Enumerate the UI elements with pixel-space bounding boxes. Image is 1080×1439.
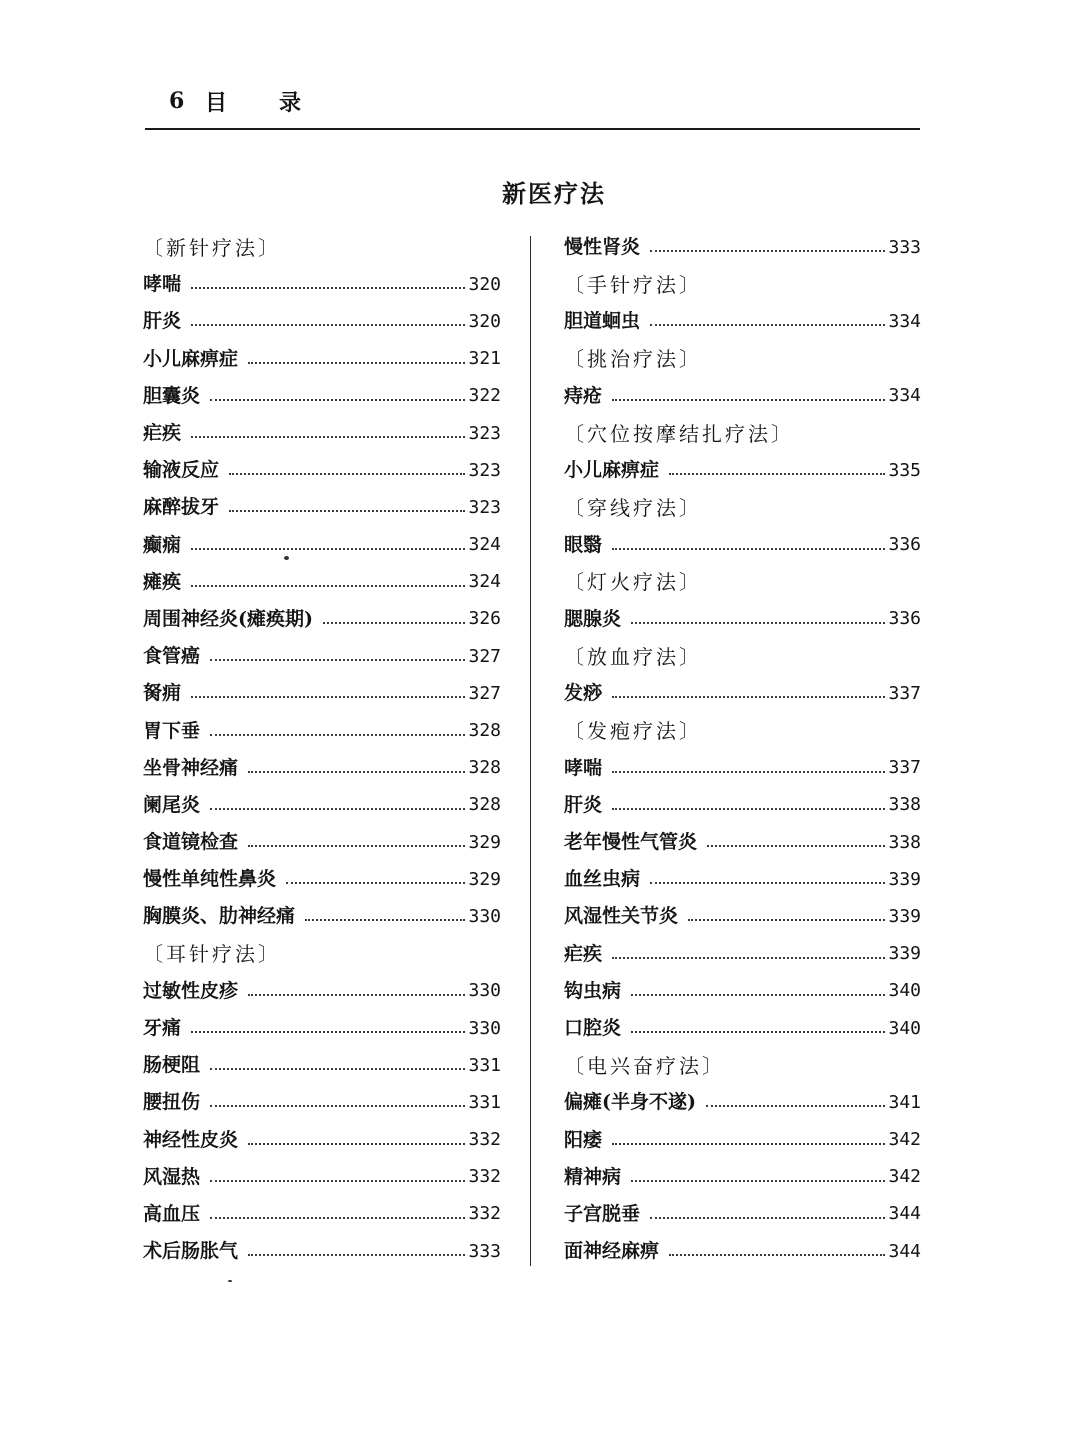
toc-entry[interactable]	[143, 489, 501, 526]
dot-leader	[248, 844, 465, 847]
dot-leader	[210, 1104, 465, 1107]
entry-name: 偏瘫(半身不遂)	[564, 1091, 696, 1114]
entry-name: 癫痫	[143, 533, 182, 556]
category-label: 〔耳针疗法〕	[143, 942, 281, 967]
dot-leader	[229, 472, 465, 475]
entry-page-number: 328	[468, 757, 501, 779]
dot-leader	[248, 993, 465, 996]
entry-name: 精神病	[564, 1165, 622, 1188]
entry-name: 血丝虫病	[564, 868, 641, 891]
page-number: 6	[169, 88, 185, 114]
entry-name: 瘫痪	[143, 570, 182, 593]
dot-leader	[191, 547, 465, 550]
entry-name: 哮喘	[564, 756, 603, 779]
entry-page-number: 342	[888, 1166, 921, 1188]
dot-leader	[210, 658, 465, 661]
entry-page-number: 334	[888, 310, 921, 332]
toc-entry[interactable]	[143, 712, 501, 749]
dot-leader	[650, 323, 885, 326]
toc-entry[interactable]	[564, 229, 921, 266]
toc-category	[564, 489, 921, 526]
dot-leader	[191, 323, 465, 326]
toc-entry[interactable]	[564, 861, 921, 898]
dot-leader	[323, 621, 466, 624]
toc-entry[interactable]	[564, 787, 921, 824]
entry-name: 麻醉拔牙	[143, 496, 220, 519]
toc-entry[interactable]	[143, 1010, 501, 1047]
toc-entry[interactable]	[143, 1233, 501, 1270]
dot-leader	[612, 547, 885, 550]
toc-entry[interactable]	[564, 1084, 921, 1121]
dot-leader	[612, 956, 885, 959]
entry-name: 疟疾	[564, 942, 603, 965]
entry-page-number: 331	[468, 1054, 501, 1076]
print-speck	[228, 1280, 232, 1282]
toc-entry[interactable]	[143, 378, 501, 415]
dot-leader	[191, 1030, 465, 1033]
toc-entry[interactable]	[143, 1122, 501, 1159]
print-speck	[284, 556, 289, 560]
entry-page-number: 341	[888, 1091, 921, 1113]
entry-page-number: 338	[888, 794, 921, 816]
entry-name: 子宫脱垂	[564, 1202, 641, 1225]
entry-page-number: 339	[888, 905, 921, 927]
toc-entry[interactable]	[143, 787, 501, 824]
toc-category	[564, 341, 921, 378]
toc-entry[interactable]	[143, 1047, 501, 1084]
entry-page-number: 330	[468, 980, 501, 1002]
dot-leader	[248, 1253, 465, 1256]
entry-name: 慢性肾炎	[564, 236, 641, 259]
category-label: 〔发疱疗法〕	[564, 719, 702, 744]
entry-page-number: 339	[888, 868, 921, 890]
toc-entry[interactable]	[564, 1010, 921, 1047]
entry-name: 肝炎	[564, 793, 603, 816]
dot-leader	[210, 398, 465, 401]
toc-category	[143, 936, 501, 973]
entry-name: 胬痈	[143, 682, 182, 705]
dot-leader	[210, 807, 465, 810]
dot-leader	[631, 993, 885, 996]
entry-page-number: 332	[468, 1166, 501, 1188]
toc-entry[interactable]	[564, 750, 921, 787]
entry-page-number: 339	[888, 943, 921, 965]
entry-page-number: 333	[888, 236, 921, 258]
entry-name: 阑尾炎	[143, 793, 201, 816]
entry-page-number: 340	[888, 1017, 921, 1039]
entry-name: 钩虫病	[564, 979, 622, 1002]
entry-page-number: 334	[888, 385, 921, 407]
toc-entry[interactable]	[143, 452, 501, 489]
dot-leader	[191, 435, 465, 438]
dot-leader	[612, 1142, 885, 1145]
entry-name: 食道镜检查	[143, 831, 239, 854]
toc-entry[interactable]	[564, 601, 921, 638]
toc-entry[interactable]	[564, 527, 921, 564]
category-label: 〔穴位按摩结扎疗法〕	[564, 421, 794, 446]
category-label: 〔手针疗法〕	[564, 272, 702, 297]
dot-leader	[210, 1067, 465, 1070]
toc-category	[564, 1047, 921, 1084]
dot-leader	[191, 584, 465, 587]
toc-category	[564, 266, 921, 303]
toc-left-column	[143, 229, 501, 1270]
category-label: 〔电兴奋疗法〕	[564, 1053, 725, 1078]
entry-name: 胆道蛔虫	[564, 310, 641, 333]
entry-page-number: 324	[468, 534, 501, 556]
entry-page-number: 342	[888, 1129, 921, 1151]
toc-entry[interactable]	[564, 936, 921, 973]
dot-leader	[210, 1216, 465, 1219]
dot-leader	[669, 1253, 885, 1256]
entry-page-number: 337	[888, 682, 921, 704]
entry-name: 腮腺炎	[564, 607, 622, 630]
entry-page-number: 332	[468, 1129, 501, 1151]
dot-leader	[305, 918, 465, 921]
toc-entry[interactable]	[564, 675, 921, 712]
header-title-char-2: 录	[279, 90, 302, 116]
dot-leader	[248, 361, 465, 364]
entry-name: 食管癌	[143, 645, 201, 668]
toc-entry[interactable]	[143, 861, 501, 898]
toc-entry[interactable]	[143, 1084, 501, 1121]
dot-leader	[191, 695, 465, 698]
column-divider	[530, 236, 531, 1266]
category-label: 〔放血疗法〕	[564, 644, 702, 669]
toc-category	[564, 564, 921, 601]
category-label: 〔新针疗法〕	[143, 235, 281, 260]
toc-entry[interactable]	[143, 675, 501, 712]
entry-name: 老年慢性气管炎	[564, 831, 698, 854]
toc-entry[interactable]	[564, 1233, 921, 1270]
entry-page-number: 340	[888, 980, 921, 1002]
entry-name: 慢性单纯性鼻炎	[143, 868, 277, 891]
entry-page-number: 327	[468, 645, 501, 667]
toc-entry[interactable]	[564, 1159, 921, 1196]
entry-name: 胃下垂	[143, 719, 201, 742]
toc-entry[interactable]	[143, 303, 501, 340]
entry-name: 高血压	[143, 1202, 201, 1225]
entry-name: 口腔炎	[564, 1017, 622, 1040]
entry-name: 小儿麻痹症	[564, 459, 660, 482]
toc-entry[interactable]	[143, 266, 501, 303]
toc-category	[564, 712, 921, 749]
dot-leader	[688, 918, 885, 921]
entry-name: 过敏性皮疹	[143, 979, 239, 1002]
entry-page-number: 336	[888, 608, 921, 630]
entry-name: 腰扭伤	[143, 1091, 201, 1114]
dot-leader	[669, 472, 885, 475]
entry-name: 痔疮	[564, 384, 603, 407]
toc-entry[interactable]	[564, 1196, 921, 1233]
toc-entry[interactable]	[143, 1159, 501, 1196]
dot-leader	[706, 1104, 886, 1107]
dot-leader	[612, 398, 885, 401]
dot-leader	[210, 733, 465, 736]
toc-right-column	[564, 229, 921, 1270]
dot-leader	[707, 844, 885, 847]
toc-entry[interactable]	[143, 415, 501, 452]
toc-entry[interactable]	[564, 1122, 921, 1159]
entry-page-number: 336	[888, 534, 921, 556]
entry-page-number: 338	[888, 831, 921, 853]
entry-page-number: 321	[468, 348, 501, 370]
entry-name: 周围神经炎(瘫痪期)	[143, 607, 313, 630]
entry-name: 牙痛	[143, 1017, 182, 1040]
toc-entry[interactable]	[564, 452, 921, 489]
dot-leader	[612, 807, 885, 810]
entry-name: 胆囊炎	[143, 384, 201, 407]
toc-entry[interactable]	[143, 564, 501, 601]
toc-entry[interactable]	[564, 303, 921, 340]
entry-page-number: 323	[468, 422, 501, 444]
dot-leader	[210, 1179, 465, 1182]
entry-page-number: 344	[888, 1203, 921, 1225]
category-label: 〔穿线疗法〕	[564, 495, 702, 520]
dot-leader	[631, 1030, 885, 1033]
toc-entry[interactable]	[143, 973, 501, 1010]
entry-page-number: 326	[468, 608, 501, 630]
toc-entry[interactable]	[564, 973, 921, 1010]
entry-page-number: 329	[468, 868, 501, 890]
entry-name: 术后肠胀气	[143, 1240, 239, 1263]
entry-page-number: 323	[468, 496, 501, 518]
entry-name: 哮喘	[143, 273, 182, 296]
entry-page-number: 335	[888, 459, 921, 481]
toc-entry[interactable]	[143, 750, 501, 787]
entry-page-number: 333	[468, 1240, 501, 1262]
dot-leader	[612, 695, 885, 698]
entry-page-number: 320	[468, 273, 501, 295]
entry-name: 神经性皮炎	[143, 1128, 239, 1151]
toc-category	[564, 415, 921, 452]
entry-name: 面神经麻痹	[564, 1240, 660, 1263]
entry-page-number: 327	[468, 682, 501, 704]
page-header	[145, 84, 920, 130]
toc-entry[interactable]	[143, 601, 501, 638]
toc-entry[interactable]	[143, 824, 501, 861]
dot-leader	[229, 509, 465, 512]
entry-name: 胸膜炎、肋神经痛	[143, 905, 296, 928]
dot-leader	[248, 770, 465, 773]
entry-name: 风湿热	[143, 1165, 201, 1188]
entry-name: 眼翳	[564, 533, 603, 556]
entry-page-number: 328	[468, 794, 501, 816]
entry-page-number: 323	[468, 459, 501, 481]
header-title-char-1: 目	[205, 90, 228, 116]
toc-entry[interactable]	[564, 824, 921, 861]
entry-name: 阳痿	[564, 1128, 603, 1151]
entry-page-number: 320	[468, 310, 501, 332]
dot-leader	[248, 1142, 465, 1145]
entry-name: 疟疾	[143, 422, 182, 445]
dot-leader	[286, 881, 465, 884]
entry-name: 小儿麻痹症	[143, 347, 239, 370]
dot-leader	[631, 621, 885, 624]
entry-page-number: 324	[468, 571, 501, 593]
entry-name: 肠梗阻	[143, 1054, 201, 1077]
toc-entry[interactable]	[143, 1196, 501, 1233]
toc-entry[interactable]	[143, 341, 501, 378]
entry-page-number: 322	[468, 385, 501, 407]
toc-category	[143, 229, 501, 266]
dot-leader	[191, 286, 465, 289]
entry-page-number: 330	[468, 905, 501, 927]
toc-category	[564, 638, 921, 675]
entry-page-number: 337	[888, 757, 921, 779]
entry-page-number: 344	[888, 1240, 921, 1262]
entry-page-number: 328	[468, 720, 501, 742]
category-label: 〔灯火疗法〕	[564, 570, 702, 595]
category-label: 〔挑治疗法〕	[564, 347, 702, 372]
toc-entry[interactable]	[143, 638, 501, 675]
toc-entry[interactable]	[143, 527, 501, 564]
entry-name: 发痧	[564, 682, 603, 705]
section-title: 新医疗法	[502, 179, 606, 208]
dot-leader	[631, 1179, 885, 1182]
entry-page-number: 329	[468, 831, 501, 853]
entry-name: 风湿性关节炎	[564, 905, 679, 928]
entry-name: 肝炎	[143, 310, 182, 333]
toc-entry[interactable]	[143, 898, 501, 935]
dot-leader	[650, 1216, 885, 1219]
dot-leader	[650, 249, 885, 252]
toc-entry[interactable]	[564, 898, 921, 935]
entry-page-number: 331	[468, 1091, 501, 1113]
entry-page-number: 332	[468, 1203, 501, 1225]
dot-leader	[612, 770, 885, 773]
dot-leader	[650, 881, 885, 884]
entry-name: 输液反应	[143, 459, 220, 482]
entry-name: 坐骨神经痛	[143, 756, 239, 779]
entry-page-number: 330	[468, 1017, 501, 1039]
toc-entry[interactable]	[564, 378, 921, 415]
